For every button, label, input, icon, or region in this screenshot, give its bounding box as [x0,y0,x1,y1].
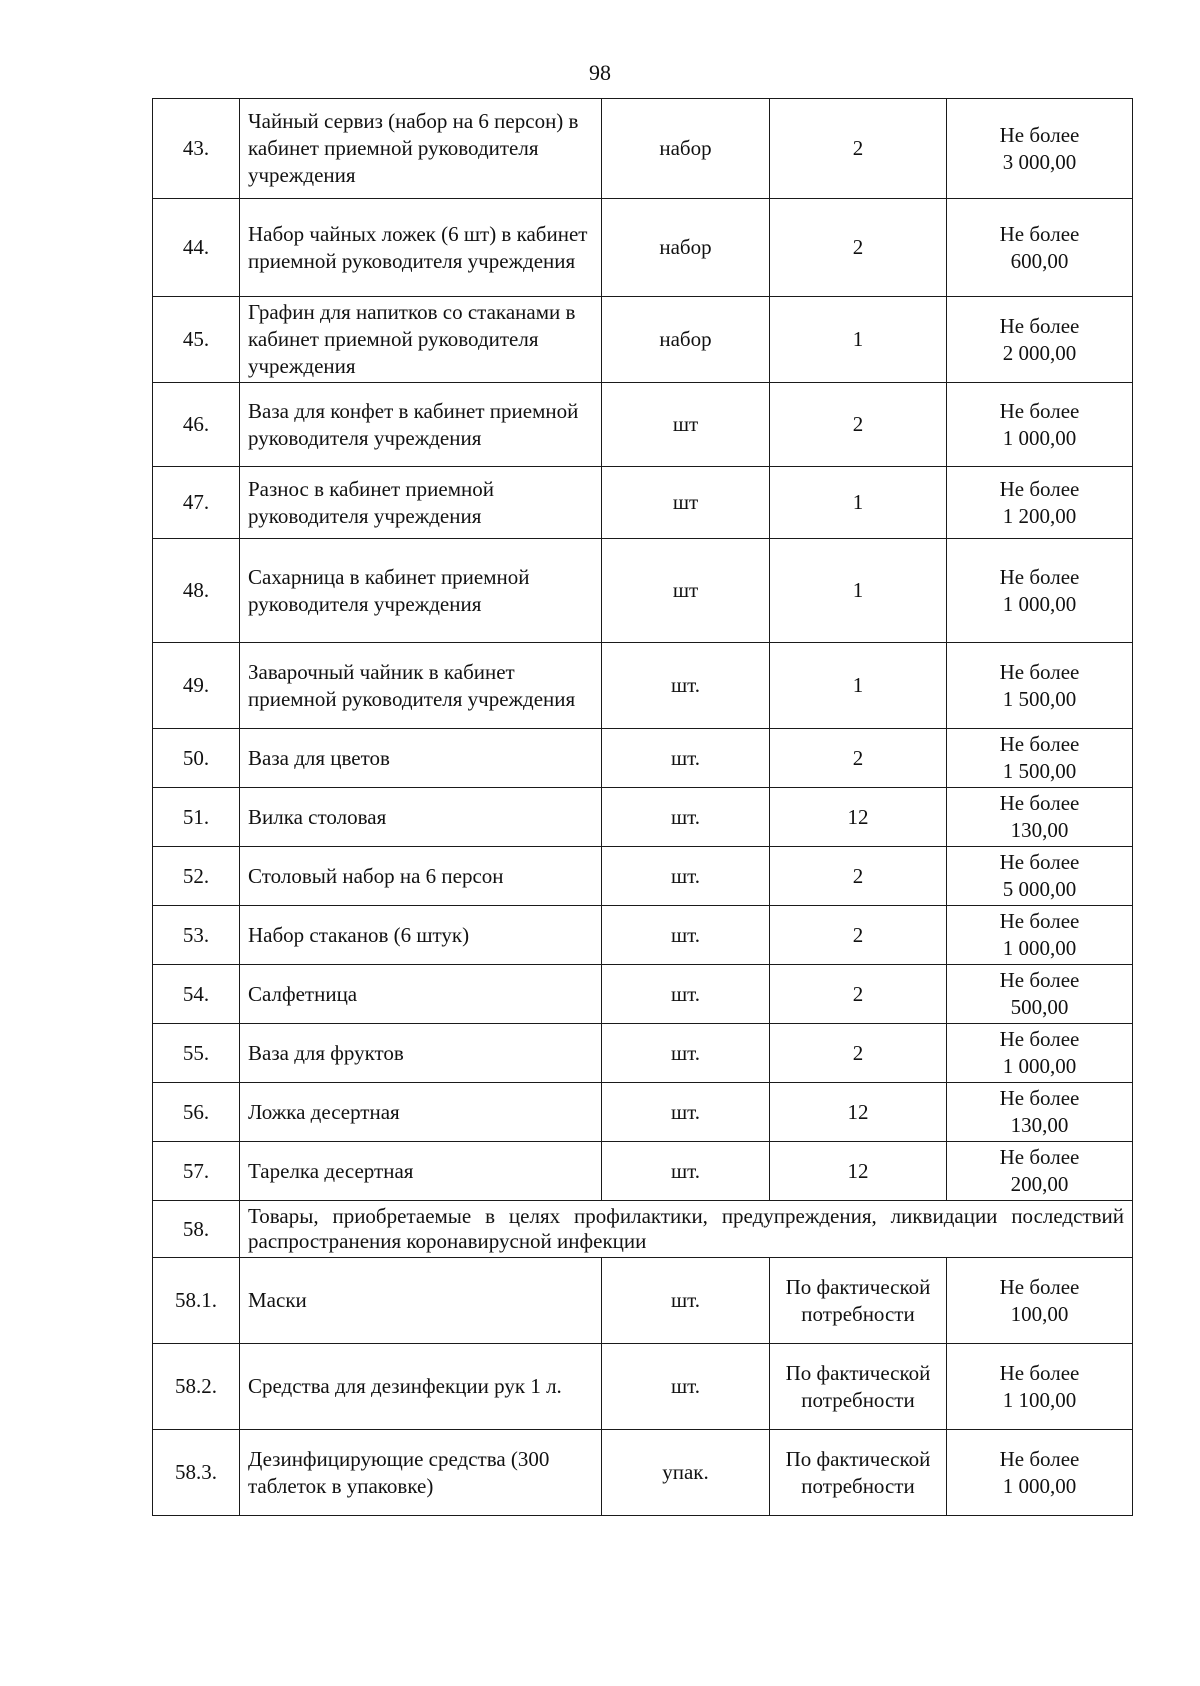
quantity-cell: 12 [770,1083,947,1142]
table-row [153,199,1133,297]
unit-cell: шт. [602,847,770,906]
item-name: Столовый набор на 6 персон [240,847,602,906]
quantity-cell: 2 [770,847,947,906]
quantity-cell: 2 [770,199,947,297]
row-number: 58. [153,1201,240,1258]
item-name: Набор стаканов (6 штук) [240,906,602,965]
price-cell: Не более 5 000,00 [947,847,1133,906]
unit-cell: шт [602,383,770,467]
row-number: 50. [153,729,240,788]
item-name: Разнос в кабинет приемной руководителя учреждения [240,467,602,539]
item-name: Сахарница в кабинет приемной руководителя учреждения [240,539,602,643]
table-row [153,467,1133,539]
row-number: 53. [153,906,240,965]
table-row [153,1142,1133,1201]
table-row [153,1024,1133,1083]
quantity-cell: 12 [770,1142,947,1201]
row-number: 46. [153,383,240,467]
quantity-cell: 12 [770,788,947,847]
price-cell: Не более 200,00 [947,1142,1133,1201]
quantity-cell: 1 [770,643,947,729]
item-name: Ваза для фруктов [240,1024,602,1083]
price-cell: Не более 1 000,00 [947,383,1133,467]
unit-cell: шт. [602,643,770,729]
item-name: Графин для напитков со стаканами в кабинет приемной руководителя учреждения [240,297,602,383]
quantity-cell: 2 [770,1024,947,1083]
item-name: Вилка столовая [240,788,602,847]
group-heading: Товары, приобретаемые в целях профилактики, предупреждения, ликвидации последствий распространения коронавирусной инфекции [240,1201,1133,1258]
price-cell: Не более 1 000,00 [947,539,1133,643]
unit-cell: шт [602,467,770,539]
table-row [153,1430,1133,1516]
quantity-cell: По фактической потребности [770,1344,947,1430]
item-name: Салфетница [240,965,602,1024]
row-number: 56. [153,1083,240,1142]
unit-cell: набор [602,297,770,383]
row-number: 58.2. [153,1344,240,1430]
price-cell: Не более 2 000,00 [947,297,1133,383]
row-number: 58.1. [153,1258,240,1344]
table-row [153,383,1133,467]
table-row [153,788,1133,847]
quantity-cell: 2 [770,965,947,1024]
row-number: 48. [153,539,240,643]
table-row [153,539,1133,643]
price-cell: Не более 1 500,00 [947,729,1133,788]
unit-cell: шт. [602,1024,770,1083]
price-cell: Не более 600,00 [947,199,1133,297]
unit-cell: упак. [602,1430,770,1516]
unit-cell: шт [602,539,770,643]
price-cell: Не более 130,00 [947,788,1133,847]
unit-cell: шт. [602,906,770,965]
item-name: Ложка десертная [240,1083,602,1142]
table-row [153,1083,1133,1142]
page-number: 98 [589,60,611,85]
row-number: 54. [153,965,240,1024]
table-row [153,99,1133,199]
price-cell: Не более 1 000,00 [947,906,1133,965]
unit-cell: шт. [602,788,770,847]
table-row [153,1258,1133,1344]
item-name: Маски [240,1258,602,1344]
table-row [153,906,1133,965]
unit-cell: шт. [602,1083,770,1142]
price-cell: Не более 1 500,00 [947,643,1133,729]
row-number: 43. [153,99,240,199]
item-name: Дезинфицирующие средства (300 таблеток в упаковке) [240,1430,602,1516]
item-name: Ваза для конфет в кабинет приемной руководителя учреждения [240,383,602,467]
price-cell: Не более 130,00 [947,1083,1133,1142]
item-name: Тарелка десертная [240,1142,602,1201]
table-row-group [153,1201,1133,1258]
row-number: 44. [153,199,240,297]
unit-cell: шт. [602,1344,770,1430]
price-cell: Не более 500,00 [947,965,1133,1024]
price-cell: Не более 1 000,00 [947,1430,1133,1516]
table-row [153,965,1133,1024]
row-number: 52. [153,847,240,906]
item-name: Заварочный чайник в кабинет приемной руководителя учреждения [240,643,602,729]
quantity-cell: 2 [770,383,947,467]
unit-cell: шт. [602,1142,770,1201]
unit-cell: набор [602,99,770,199]
item-name: Средства для дезинфекции рук 1 л. [240,1344,602,1430]
items-table [152,98,1133,1516]
row-number: 51. [153,788,240,847]
item-name: Набор чайных ложек (6 шт) в кабинет приемной руководителя учреждения [240,199,602,297]
quantity-cell: 2 [770,729,947,788]
quantity-cell: 1 [770,539,947,643]
quantity-cell: 1 [770,297,947,383]
row-number: 45. [153,297,240,383]
quantity-cell: 2 [770,99,947,199]
row-number: 47. [153,467,240,539]
row-number: 49. [153,643,240,729]
price-cell: Не более 1 100,00 [947,1344,1133,1430]
table-row [153,729,1133,788]
table-row [153,1344,1133,1430]
price-cell: Не более 3 000,00 [947,99,1133,199]
row-number: 58.3. [153,1430,240,1516]
table-row [153,297,1133,383]
row-number: 55. [153,1024,240,1083]
item-name: Чайный сервиз (набор на 6 персон) в кабинет приемной руководителя учреждения [240,99,602,199]
price-cell: Не более 100,00 [947,1258,1133,1344]
price-cell: Не более 1 200,00 [947,467,1133,539]
quantity-cell: 2 [770,906,947,965]
unit-cell: шт. [602,965,770,1024]
table-row [153,643,1133,729]
unit-cell: шт. [602,1258,770,1344]
table-row [153,847,1133,906]
unit-cell: шт. [602,729,770,788]
quantity-cell: По фактической потребности [770,1430,947,1516]
row-number: 57. [153,1142,240,1201]
unit-cell: набор [602,199,770,297]
quantity-cell: 1 [770,467,947,539]
price-cell: Не более 1 000,00 [947,1024,1133,1083]
item-name: Ваза для цветов [240,729,602,788]
quantity-cell: По фактической потребности [770,1258,947,1344]
